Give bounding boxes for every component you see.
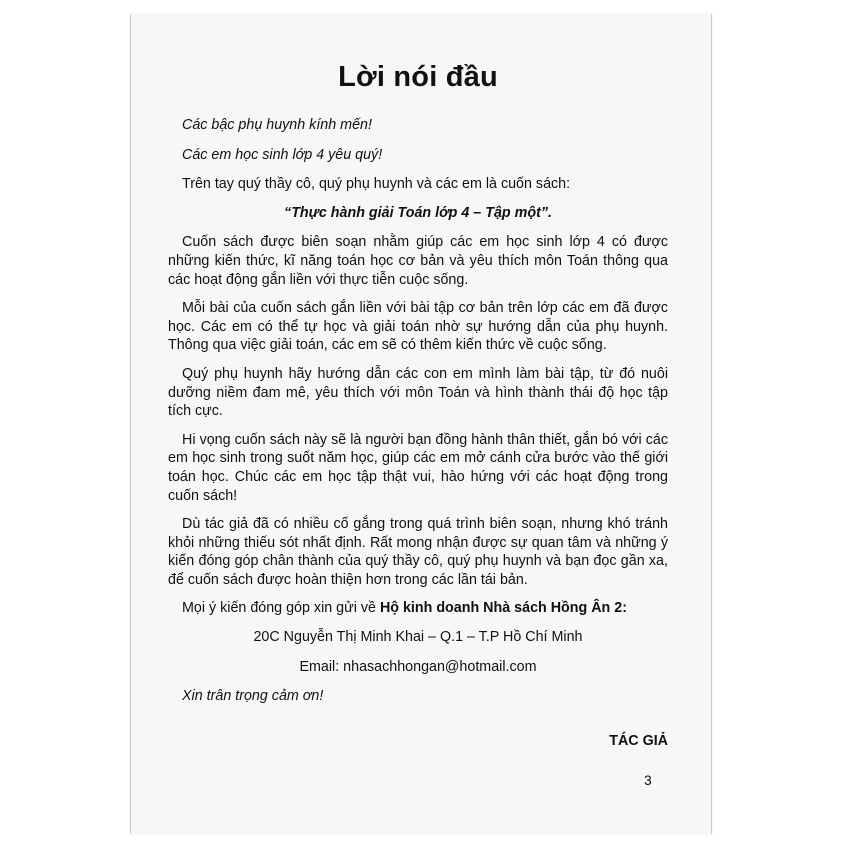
publisher-email: Email: nhasachhongan@hotmail.com xyxy=(299,658,537,675)
page-number: 3 xyxy=(644,772,652,788)
publisher-address: 20C Nguyễn Thị Minh Khai – Q.1 – T.P Hồ Chí Minh xyxy=(253,629,583,646)
paragraph-purpose: Cuốn sách được biên soạn nhằm giúp các em học sinh lớp 4 có được những kiến thức, kĩ năng toán học cơ bản và yêu thích môn Toán thông qua các hoạt động gắn liền với thực tiễn cuộc sống. xyxy=(168,234,668,288)
page-title: Lời nói đầu xyxy=(338,61,498,93)
greeting-students: Các em học sinh lớp 4 yêu quý! xyxy=(182,146,383,163)
paragraph-feedback: Dù tác giả đã có nhiều cố gắng trong quá trình biên soạn, nhưng khó tránh khỏi những thiếu sót nhất định. Rất mong nhận được sự quan tâm và những ý kiến đóng góp chân thành của quý thầy cô, quý phụ huynh và bạn đọc gần xa, để cuốn sách được hoàn thiện hơn trong các lần tái bản. xyxy=(168,516,668,588)
contact-line xyxy=(168,599,668,618)
book-title: “Thực hành giải Toán lớp 4 – Tập một”. xyxy=(284,204,552,221)
preface-content xyxy=(168,60,668,760)
author-signature: TÁC GIẢ xyxy=(609,732,668,749)
closing-line: Xin trân trọng cảm ơn! xyxy=(182,688,324,705)
greeting-parents: Các bậc phụ huynh kính mến! xyxy=(182,117,372,133)
paragraph-parents: Quý phụ huynh hãy hướng dẫn các con em mình làm bài tập, từ đó nuôi dưỡng niềm đam mê, yêu thích với môn Toán và hình thành thái độ học tập tích cực. xyxy=(168,365,668,420)
publisher-name: Hộ kinh doanh Nhà sách Hồng Ân 2: xyxy=(379,600,627,617)
intro-line: Trên tay quý thầy cô, quý phụ huynh và các em là cuốn sách: xyxy=(182,176,571,193)
contact-lead: Mọi ý kiến đóng góp xin gửi về xyxy=(182,600,380,617)
paragraph-hope: Hi vọng cuốn sách này sẽ là người bạn đồng hành thân thiết, gắn bó với các em học sinh trong suốt năm học, giúp các em mở cánh cửa bước vào thế giới toán học. Chúc các em học tập thật vui, hào hứng với các hoạt động trong cuốn sách! xyxy=(168,431,668,504)
paragraph-lessons: Mỗi bài của cuốn sách gắn liền với bài tập cơ bản trên lớp các em đã được học. Các em có thể tự học và giải toán nhờ sự hướng dẫn của phụ huynh. Thông qua việc giải toán, các em sẽ có thêm kiến thức về cuộc sống. xyxy=(168,300,668,354)
